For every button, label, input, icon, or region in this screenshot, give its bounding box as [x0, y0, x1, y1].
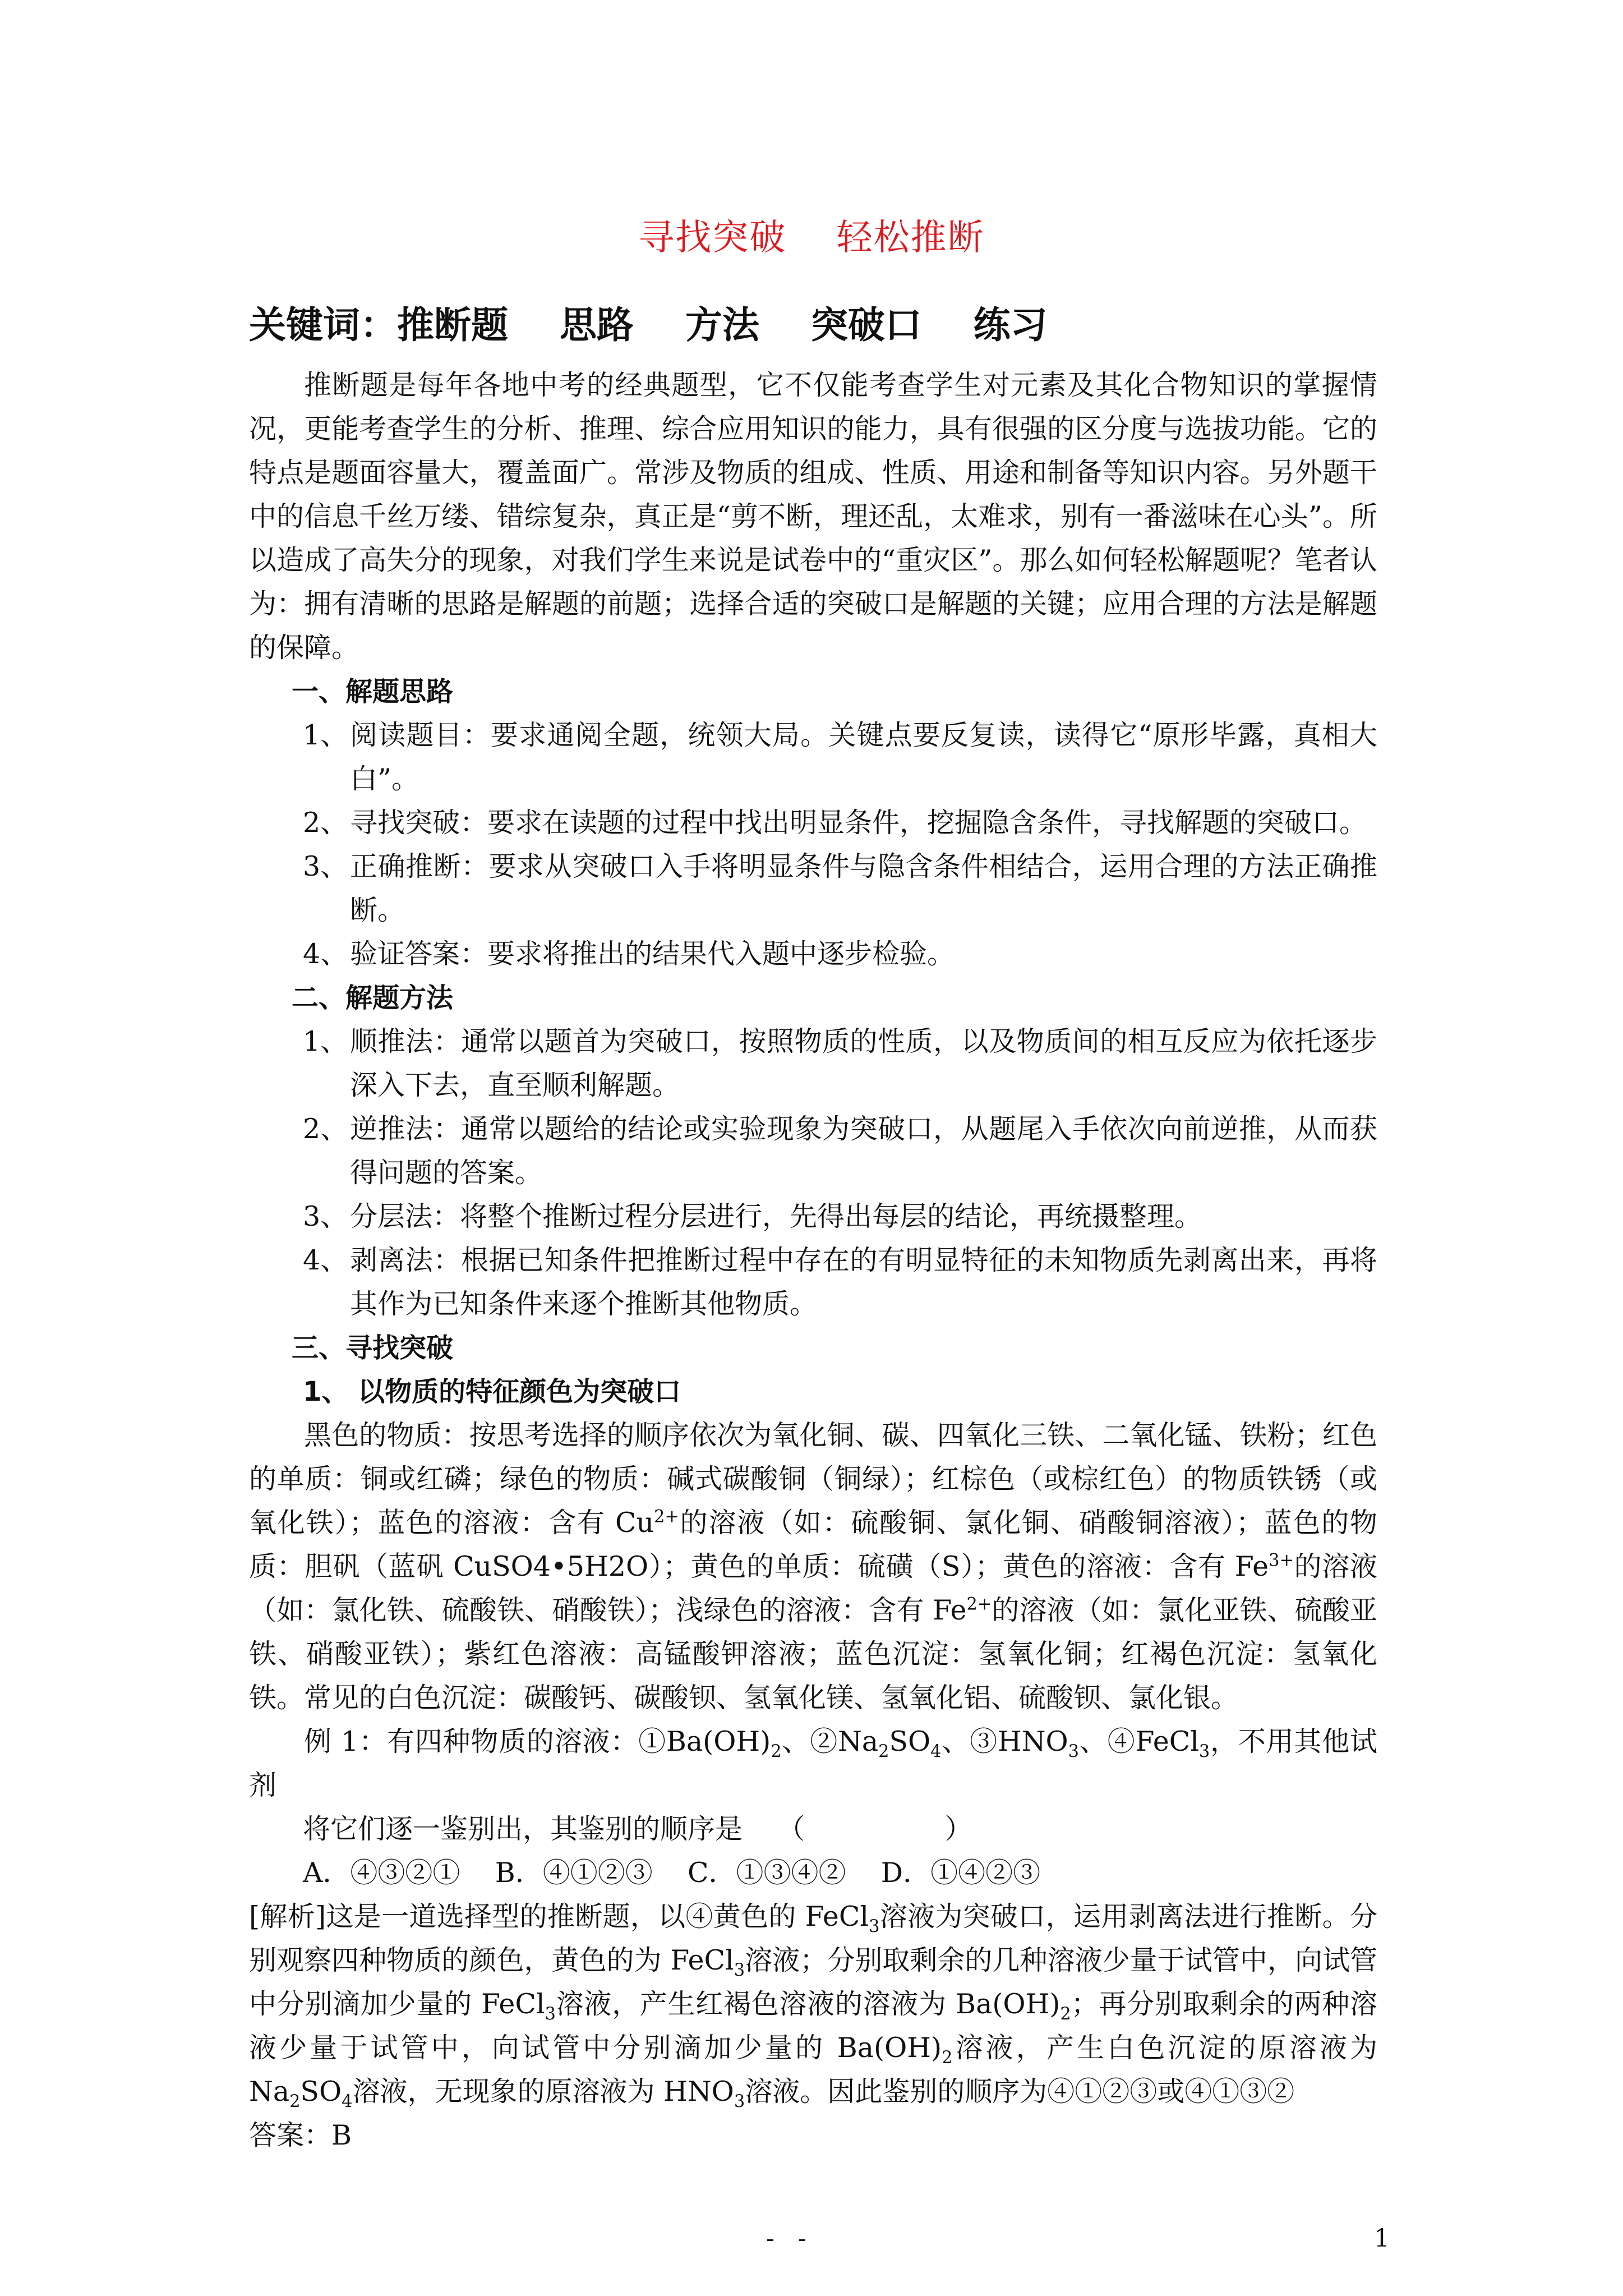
list-item [249, 932, 1377, 976]
list-item [249, 801, 1377, 845]
analysis-text: 溶液。因此鉴别的顺序为④①②③或④①③② [745, 2076, 1295, 2108]
analysis-text: [解析]这是一道选择型的推断题，以④黄色的 FeCl [249, 1901, 869, 1932]
list-item-number: 2、 [303, 807, 348, 839]
subscript: 2 [771, 1741, 782, 1761]
example-text: SO [889, 1726, 931, 1757]
subscript: 2 [289, 2091, 301, 2111]
list-item-text: 正确推断：要求从突破口入手将明显条件与隐含条件相结合，运用合理的方法正确推断。 [350, 850, 1377, 926]
subscript: 3 [869, 1916, 880, 1936]
example-text: 、④FeCl [1079, 1726, 1199, 1757]
analysis-text: ；再分别取剩余的两种溶液少量于试管中，向试管中分别滴加少量的 Ba(OH) [249, 1988, 1377, 2064]
page-number: 1 [1374, 2224, 1390, 2253]
analysis-paragraph [249, 1895, 1377, 2114]
document-title: 寻找突破 轻松推断 [638, 217, 985, 259]
example-text: 、②Na [781, 1726, 879, 1757]
list-item-text: 阅读题目：要求通阅全题，统领大局。关键点要反复读，读得它“原形毕露，真相大白”。 [350, 719, 1377, 795]
ion-charge: 2+ [654, 1507, 679, 1527]
example-text: 例 1：有四种物质的溶液：①Ba(OH) [304, 1726, 771, 1757]
list-item [249, 1239, 1377, 1326]
subsection-heading-colors: 1、 以物质的特征颜色为突破口 [303, 1376, 681, 1407]
list-item-text: 剥离法：根据已知条件把推断过程中存在的有明显特征的未知物质先剥离出来，再将其作为已知条件来逐个推断其他物质。 [350, 1244, 1377, 1320]
keywords-line: 关键词：推断题 思路 方法 突破口 练习 [249, 303, 1048, 347]
analysis-text: 溶液，产生白色沉淀的原溶液为 Na [249, 2032, 1377, 2108]
list-item-text: 验证答案：要求将推出的结果代入题中逐步检验。 [350, 938, 955, 970]
example-text: ，不用其他试剂 [249, 1726, 1377, 1801]
subscript: 4 [930, 1741, 942, 1761]
list-item [249, 1107, 1377, 1195]
example-question [249, 1720, 1377, 1807]
list-item-text: 分层法：将整个推断过程分层进行，先得出每层的结论，再统摄整理。 [350, 1200, 1202, 1232]
colors-text: 黑色的物质：按思考选择的顺序依次为氧化铜、碳、四氧化三铁、二氧化锰、铁粉；红色的单质：铜或红磷；绿色的物质：碱式碳酸铜（铜绿）；红棕色（或棕红色）的物质铁锈（或氧化铁）；蓝色的溶液：含有 Cu [249, 1419, 1377, 1539]
answer-line: 答案：B [249, 2119, 352, 2151]
colors-text: 的溶液（如：硫酸铜、氯化铜、硝酸铜溶液）；蓝色的物质：胆矾（蓝矾 CuSO4•5H2O）；黄色的单质：硫磺（S）；黄色的溶液：含有 Fe [249, 1507, 1377, 1582]
list-item-number: 1、 [303, 719, 348, 751]
analysis-text: SO [300, 2076, 342, 2108]
section-heading-methods: 二、解题方法 [292, 982, 454, 1014]
colors-text: 的溶液（如：氯化铁、硫酸铁、硝酸铁）；浅绿色的溶液：含有 Fe [249, 1550, 1377, 1626]
example-options: A．④③②① B．④①②③ C．①③④② D．①④②③ [303, 1857, 1041, 1889]
footer-dashes: - - [766, 2224, 806, 2253]
colors-paragraph [249, 1414, 1377, 1720]
analysis-text: 溶液为突破口，运用剥离法进行推断。分别观察四种物质的颜色，黄色的为 FeCl [249, 1901, 1377, 1976]
analysis-text: 溶液，无现象的原溶液为 HNO [352, 2076, 734, 2108]
subscript: 2 [878, 1741, 889, 1761]
subscript: 3 [545, 2004, 556, 2024]
list-item-number: 1、 [303, 1025, 348, 1057]
list-item-number: 2、 [303, 1113, 348, 1145]
subscript: 3 [734, 2091, 745, 2111]
subscript: 2 [942, 2047, 953, 2068]
analysis-text: 溶液；分别取剩余的几种溶液少量于试管中，向试管中分别滴加少量的 FeCl [249, 1944, 1377, 2020]
document-body [249, 364, 1377, 2157]
list-item-number: 3、 [303, 1200, 348, 1232]
subscript: 3 [1198, 1741, 1210, 1761]
list-item [249, 714, 1377, 801]
list-item-text: 逆推法：通常以题给的结论或实验现象为突破口，从题尾入手依次向前逆推，从而获得问题的答案。 [350, 1113, 1377, 1189]
intro-paragraph: 推断题是每年各地中考的经典题型，它不仅能考查学生对元素及其化合物知识的掌握情况，更能考查学生的分析、推理、综合应用知识的能力，具有很强的区分度与选拔功能。它的特点是题面容量大，覆盖面广。常涉及物质的组成、性质、用途和制备等知识内容。另外题干中的信息千丝万缕、错综复杂，真正是“剪不断，理还乱，太难求，别有一番滋味在心头”。所以造成了高失分的现象，对我们学生来说是试卷中的“重灾区”。那么如何轻松解题呢？笔者认为：拥有清晰的思路是解题的前题；选择合适的突破口是解题的关键；应用合理的方法是解题的保障。 [249, 369, 1377, 664]
section-heading-breakthrough: 三、寻找突破 [292, 1332, 454, 1364]
list-item-number: 4、 [303, 938, 348, 970]
subscript: 3 [734, 1960, 745, 1980]
list-item [249, 1020, 1377, 1107]
ion-charge: 2+ [966, 1594, 992, 1614]
list-item-text: 寻找突破：要求在读题的过程中找出明显条件，挖掘隐含条件，寻找解题的突破口。 [350, 807, 1367, 839]
example-text: 、③HNO [941, 1726, 1068, 1757]
ion-charge: 3+ [1269, 1550, 1294, 1571]
analysis-text: 溶液，产生红褐色溶液的溶液为 Ba(OH) [555, 1988, 1061, 2020]
subscript: 4 [342, 2091, 353, 2111]
list-item-text: 顺推法：通常以题首为突破口，按照物质的性质，以及物质间的相互反应为依托逐步深入下去，直至顺利解题。 [350, 1025, 1377, 1101]
list-item-number: 4、 [303, 1244, 348, 1276]
list-item-number: 3、 [303, 850, 348, 882]
list-item [249, 845, 1377, 932]
colors-text: 的溶液（如：氯化亚铁、硫酸亚铁、硝酸亚铁）；紫红色溶液：高锰酸钾溶液；蓝色沉淀：氢氧化铜；红褐色沉淀：氢氧化铁。常见的白色沉淀：碳酸钙、碳酸钡、氢氧化镁、氢氧化铝、硫酸钡、氯化银。 [249, 1594, 1377, 1714]
example-question-line2: 将它们逐一鉴别出，其鉴别的顺序是 （ ） [303, 1813, 972, 1845]
subscript: 2 [1060, 2004, 1071, 2024]
section-heading-approach: 一、解题思路 [292, 676, 454, 707]
list-item [249, 1195, 1377, 1239]
subscript: 3 [1068, 1741, 1079, 1761]
